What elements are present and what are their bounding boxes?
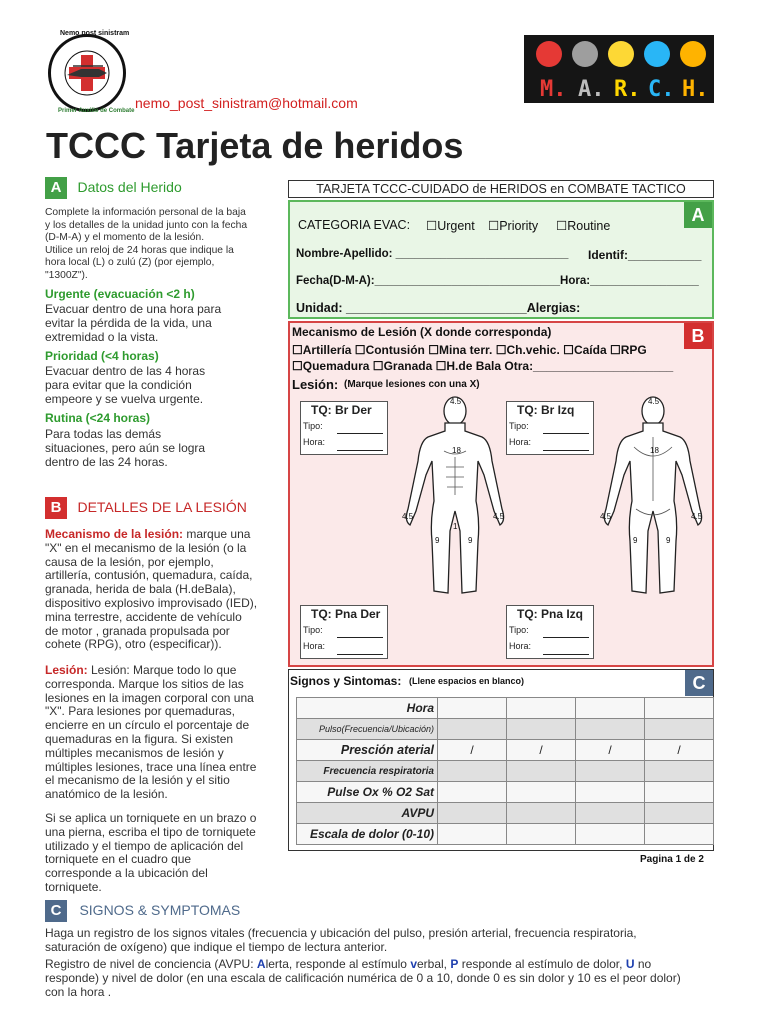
bala-checkbox[interactable]: ☐H.de Bala	[435, 359, 502, 373]
vital-cell[interactable]	[576, 803, 645, 824]
burn-back-arm-l: 4.5	[600, 512, 612, 521]
section-b-badge: B	[45, 497, 67, 519]
march-r: R.	[614, 77, 641, 102]
vital-cell[interactable]	[507, 719, 576, 740]
section-b-heading	[45, 497, 247, 519]
vital-cell[interactable]	[576, 824, 645, 845]
section-a-title: Datos del Herido	[77, 179, 182, 195]
card-c-badge: C	[685, 670, 713, 696]
vital-cell[interactable]	[576, 719, 645, 740]
burn-front-groin: 1	[453, 522, 458, 531]
vital-cell[interactable]	[438, 719, 507, 740]
section-a-intro: Complete la información personal de la baja y los detalles de la unidad junto con la fecha (D-M-A) y el momento de la lesión. Utilice un reloj de 24 horas que indique la hora local (L) o zulú (Z) (por ejemplo, "1300Z").	[45, 207, 248, 281]
lesion-label: Lesión:	[292, 377, 339, 392]
lungs-icon	[608, 41, 634, 67]
routine-checkbox[interactable]: ☐Routine	[556, 219, 611, 233]
vital-cell[interactable]	[576, 698, 645, 719]
head-icon	[680, 41, 706, 67]
prioridad-title: Prioridad (<4 horas)	[45, 349, 159, 363]
march-banner	[524, 35, 714, 103]
identif-field[interactable]: Identif:___________	[588, 248, 702, 262]
tq-pierna-derecha[interactable]: TQ: Pna Der Tipo: Hora:	[300, 605, 388, 659]
vital-cell[interactable]	[507, 698, 576, 719]
urgent-checkbox[interactable]: ☐Urgent	[426, 219, 475, 233]
burn-back-leg-l: 9	[633, 536, 638, 545]
page-title: TCCC Tarjeta de heridos	[46, 125, 464, 166]
vital-cell[interactable]	[645, 803, 714, 824]
vital-row-pulso: Pulso(Frecuencia/Ubicación)	[297, 719, 714, 740]
vital-cell[interactable]	[645, 824, 714, 845]
rutina-text: Para todas las demás situaciones, pero aún se logra dentro de las 24 horas.	[45, 427, 206, 469]
section-a-badge: A	[45, 177, 67, 199]
vital-row-hora: Hora	[297, 698, 714, 719]
section-a-heading	[45, 177, 182, 199]
logo-text-top: Nemo post sinistram	[60, 30, 130, 37]
vital-cell[interactable]: /	[576, 740, 645, 761]
vital-row-pulse-ox: Pulse Ox % O2 Sat	[297, 782, 714, 803]
card-title: TARJETA TCCC-CUIDADO de HERIDOS en COMBATE TACTICO	[288, 180, 714, 198]
march-a: A.	[578, 77, 605, 102]
signos-note: (Llene espacios en blanco)	[409, 676, 525, 686]
section-b-title: DETALLES DE LA LESIÓN	[77, 499, 247, 515]
vital-cell[interactable]	[438, 782, 507, 803]
urgente-title: Urgente (evacuación <2 h)	[45, 287, 195, 301]
section-c-title: SIGNOS & SYMPTOMAS	[79, 902, 241, 918]
mecanismo-row-1	[292, 343, 647, 357]
vital-cell[interactable]	[507, 824, 576, 845]
section-c-heading	[45, 900, 240, 922]
quemadura-checkbox[interactable]: ☐Quemadura	[292, 359, 370, 373]
body-front-figure[interactable]	[400, 391, 510, 601]
mecanismo-text: Mecanismo de la lesión: marque una "X" en el mecanismo de la lesión (o la causa de la lesión, por ejemplo, artillería, contusión, quemadura, caída, granada, herida de bala (H.deBala), dispositivo explosivo improvisado (IED), mina terrestre, accidente de vehículo de motor , granada propulsada por cohete (RPG), otro (especificar)).	[45, 527, 258, 652]
categoria-label: CATEGORIA EVAC:	[298, 218, 411, 232]
granada-checkbox[interactable]: ☐Granada	[372, 359, 433, 373]
otra-field[interactable]: Otra:_____________________	[504, 359, 674, 373]
march-h: H.	[682, 77, 709, 102]
hemorrhage-icon	[536, 41, 562, 67]
card-b-badge: B	[684, 323, 712, 349]
airway-icon	[572, 41, 598, 67]
signos-heading: Signos y Sintomas:	[290, 674, 402, 688]
vital-cell[interactable]	[438, 803, 507, 824]
burn-front-leg-l: 9	[468, 536, 473, 545]
card-section-b	[288, 321, 714, 667]
vital-signs-table	[296, 697, 714, 845]
logo-emblem	[51, 37, 123, 109]
burn-back-leg-r: 9	[666, 536, 671, 545]
fecha-hora-field[interactable]: Fecha(D-M-A):_____________________________Hora:_________________	[296, 275, 699, 287]
burn-back-arm-r: 4.5	[691, 512, 703, 521]
contusion-checkbox[interactable]: ☐Contusión	[354, 343, 425, 357]
body-back-figure[interactable]	[598, 391, 708, 601]
vital-cell[interactable]	[576, 761, 645, 782]
heart-icon	[644, 41, 670, 67]
vital-cell[interactable]	[645, 719, 714, 740]
rutina-title: Rutina (<24 horas)	[45, 411, 151, 425]
signos-paragraph: Haga un registro de los signos vitales (frecuencia y ubicación del pulso, presión arterial, frecuencia respiratoria, saturación de oxígeno) que indique el tiempo de lectura anterior.	[45, 926, 637, 954]
burn-back-head: 4.5	[648, 397, 660, 406]
mina-checkbox[interactable]: ☐Mina terr.	[428, 343, 493, 357]
vital-row-dolor: Escala de dolor (0-10)	[297, 824, 714, 845]
tq-brazo-izquierdo[interactable]: TQ: Br Izq Tipo: Hora:	[506, 401, 594, 455]
march-m: M.	[540, 77, 567, 102]
nombre-field[interactable]: Nombre-Apellido: ___________________________	[296, 248, 569, 260]
vital-cell[interactable]	[507, 761, 576, 782]
prioridad-text: Evacuar dentro de las 4 horas para evitar que la condición empeore y se vuelva urgente.	[45, 364, 206, 406]
vital-cell[interactable]	[507, 803, 576, 824]
burn-front-arm-l: 4.5	[493, 512, 505, 521]
vital-cell[interactable]	[645, 782, 714, 803]
vital-cell[interactable]	[438, 824, 507, 845]
urgente-text: Evacuar dentro de una hora para evitar la pérdida de la vida, una extremidad o la vista.	[45, 302, 222, 344]
card-section-a	[288, 200, 714, 319]
unidad-alergias-field[interactable]: Unidad: __________________________Alergias:	[296, 301, 581, 315]
vital-row-avpu: AVPU	[297, 803, 714, 824]
avpu-paragraph: Registro de nivel de conciencia (AVPU: Alerta, responde al estímulo verbal, P responde al estímulo de dolor, U no responde) y nivel de dolor (en una escala de calificación numérica de 0 a 10, donde 0 es sin dolor y 10 es el peor dolor) con la hora .	[45, 957, 681, 999]
page-number: Pagina 1 de 2	[640, 854, 704, 865]
vital-cell[interactable]	[507, 782, 576, 803]
vital-row-presion: Presción aterial / / / /	[297, 740, 714, 761]
burn-back-trunk: 18	[650, 446, 659, 455]
torniquete-text: Si se aplica un torniquete en un brazo o una pierna, escriba el tipo de torniquete utilizado y el tiempo de aplicación del torniquete en el cuadro que corresponde a la ubicación del torniquete.	[45, 811, 257, 894]
tq-pierna-izquierda[interactable]: TQ: Pna Izq Tipo: Hora:	[506, 605, 594, 659]
logo-text-bottom: Primer Auxilio de Combate	[58, 108, 135, 114]
email-link[interactable]: nemo_post_sinistram@hotmail.com	[135, 95, 358, 111]
vital-cell[interactable]	[438, 761, 507, 782]
burn-front-arm-r: 4.5	[402, 512, 414, 521]
vital-cell[interactable]	[645, 761, 714, 782]
march-c: C.	[648, 77, 675, 102]
mecanismo-row-2	[292, 359, 673, 373]
rpg-checkbox[interactable]: ☐RPG	[609, 343, 647, 357]
vital-cell[interactable]	[576, 782, 645, 803]
tq-brazo-derecho[interactable]: TQ: Br Der Tipo: Hora:	[300, 401, 388, 455]
vital-cell[interactable]: /	[438, 740, 507, 761]
artilleria-checkbox[interactable]: ☐Artillería	[292, 343, 352, 357]
burn-front-leg-r: 9	[435, 536, 440, 545]
burn-front-head: 4.5	[450, 397, 462, 406]
vital-cell[interactable]: /	[645, 740, 714, 761]
caida-checkbox[interactable]: ☐Caída	[563, 343, 607, 357]
vital-cell[interactable]	[438, 698, 507, 719]
card-a-badge: A	[684, 202, 712, 228]
logo	[48, 34, 126, 112]
vital-cell[interactable]	[645, 698, 714, 719]
vital-cell[interactable]: /	[507, 740, 576, 761]
lesion-note: (Marque lesiones con una X)	[344, 379, 480, 390]
vehiculo-checkbox[interactable]: ☐Ch.vehic.	[495, 343, 560, 357]
burn-front-trunk: 18	[452, 446, 461, 455]
lesion-text: Lesión: Lesión: Marque todo lo que corresponda. Marque los sitios de las lesiones en la imagen corporal con una "X". Para lesiones por quemaduras, encierre en un círculo el porcentaje de quemaduras en la figura. Si existen múltiples mecanismos de lesión y múltiples lesiones, trace una línea entre el mecanismo de la lesión y el sitio anatómico de la lesión.	[45, 663, 257, 802]
section-c-badge: C	[45, 900, 67, 922]
priority-checkbox[interactable]: ☐Priority	[488, 219, 539, 233]
mecanismo-heading: Mecanismo de Lesión (X donde corresponda)	[292, 325, 552, 339]
vital-row-respiratoria: Frecuencia respiratoria	[297, 761, 714, 782]
